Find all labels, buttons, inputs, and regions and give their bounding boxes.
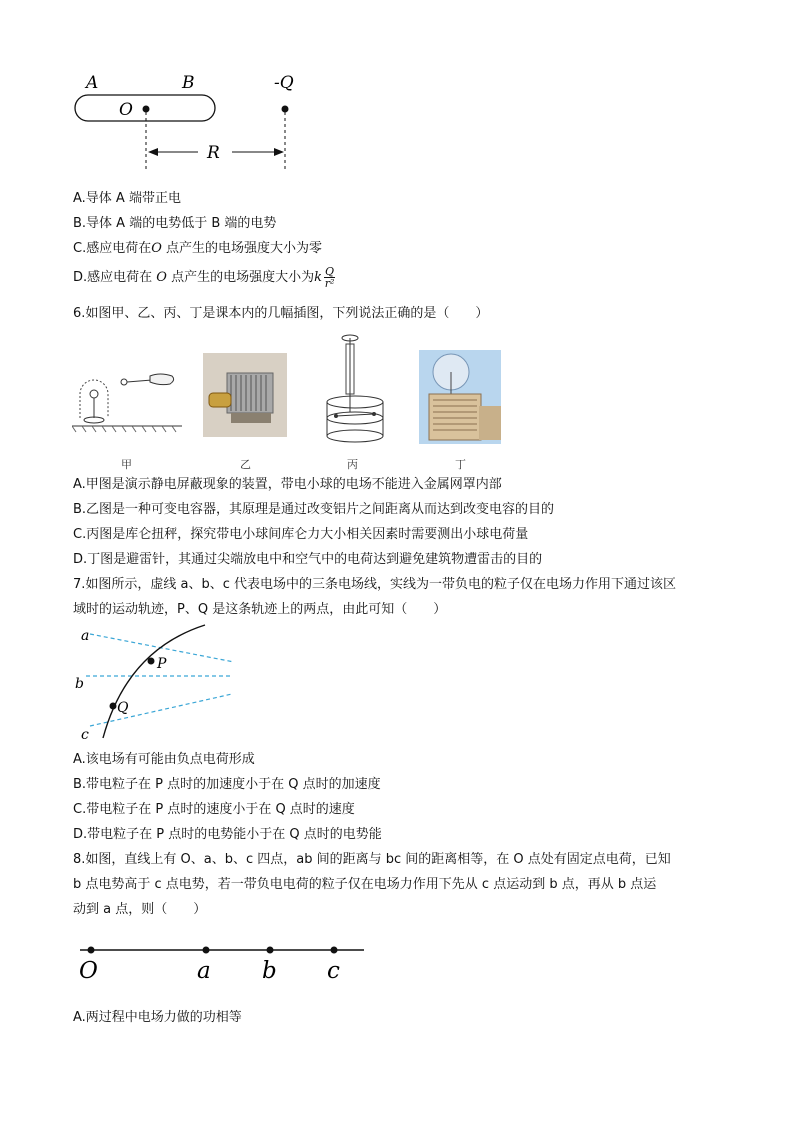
point-P [148, 658, 155, 665]
label-c: c [327, 958, 340, 984]
q8-stem-line-1: 8.如图，直线上有 O、a、b、c 四点，ab 间的距离与 bc 间的距离相等，在 O 点处有固定点电荷，已知 [73, 852, 671, 867]
label-negative-Q: -Q [274, 73, 294, 93]
point-c [331, 947, 338, 954]
label-A: A [86, 73, 99, 93]
q5-option-A: A.导体 A 端带正电 [73, 191, 181, 206]
picture-bing [320, 332, 390, 448]
q6-stem: 6.如图甲、乙、丙、丁是课本内的几幅插图，下列说法正确的是（ ） [73, 306, 489, 321]
q6-option-A: A.甲图是演示静电屏蔽现象的装置，带电小球的电场不能进入金属网罩内部 [73, 477, 502, 492]
label-a: a [81, 628, 90, 644]
q7-figure [72, 622, 247, 744]
point-O [88, 947, 95, 954]
label-O: O [119, 100, 133, 120]
q7-option-B: B.带电粒子在 P 点时的加速度小于在 Q 点时的加速度 [73, 777, 381, 792]
q7-option-A: A.该电场有可能由负点电荷形成 [73, 752, 255, 767]
point-Q [110, 703, 117, 710]
label-O: O [79, 958, 98, 984]
q6-option-D: D.丁图是避雷针，其通过尖端放电中和空气中的电荷达到避免建筑物遭雷击的目的 [73, 552, 543, 567]
q5-option-C: C.感应电荷在O 点产生的电场强度大小为零 [73, 241, 323, 256]
picture-ding [419, 350, 501, 444]
q5-fraction: $\frac{Q}{\text{r²}}$ [324, 265, 335, 290]
picture-label-yi: 乙 [240, 458, 251, 471]
picture-label-jia: 甲 [121, 458, 132, 471]
q7-option-D: D.带电粒子在 P 点时的电势能小于在 Q 点时的电势能 [73, 827, 382, 842]
q6-option-B: B.乙图是一种可变电容器，其原理是通过改变铝片之间距离从而达到改变电容的目的 [73, 502, 555, 517]
q8-figure [72, 936, 372, 986]
field-line-c [90, 694, 232, 726]
picture-label-bing: 丙 [347, 458, 358, 471]
q8-stem-line-3: 动到 a 点，则（ ） [73, 902, 207, 917]
label-R: R [207, 143, 220, 163]
picture-label-ding: 丁 [455, 458, 466, 471]
label-Q: Q [117, 700, 129, 716]
label-B: B [182, 73, 195, 93]
q8-stem-line-2: b 点电势高于 c 点电势，若一带负电电荷的粒子仅在电场力作用下先从 c 点运动到 b 点，再从 b 点运 [73, 877, 657, 892]
picture-yi [203, 353, 287, 437]
label-c: c [81, 727, 89, 743]
label-a: a [197, 958, 211, 984]
q7-stem-line-2: 域时的运动轨迹，P、Q 是这条轨迹上的两点，由此可知（ ） [73, 602, 447, 617]
label-P: P [157, 656, 167, 672]
point-negative-Q [282, 106, 289, 113]
point-b [267, 947, 274, 954]
q5-option-D: D.感应电荷在 O 点产生的电场强度大小为k $\frac{Q}{\text{r²}}$ [73, 265, 335, 290]
point-O [143, 106, 150, 113]
q8-option-A: A.两过程中电场力做的功相等 [73, 1010, 242, 1025]
q7-option-C: C.带电粒子在 P 点时的速度小于在 Q 点时的速度 [73, 802, 355, 817]
q5-figure [70, 68, 310, 178]
point-a [203, 947, 210, 954]
label-b: b [75, 676, 84, 692]
trajectory [103, 625, 205, 738]
picture-jia [72, 366, 182, 440]
q5-option-B: B.导体 A 端的电势低于 B 端的电势 [73, 216, 277, 231]
q6-option-C: C.丙图是库仑扭秤，探究带电小球间库仑力大小相关因素时需要测出小球电荷量 [73, 527, 529, 542]
label-b: b [262, 958, 277, 984]
q7-stem-line-1: 7.如图所示，虚线 a、b、c 代表电场中的三条电场线，实线为一带负电的粒子仅在电场力作用下通过该区 [73, 577, 677, 592]
